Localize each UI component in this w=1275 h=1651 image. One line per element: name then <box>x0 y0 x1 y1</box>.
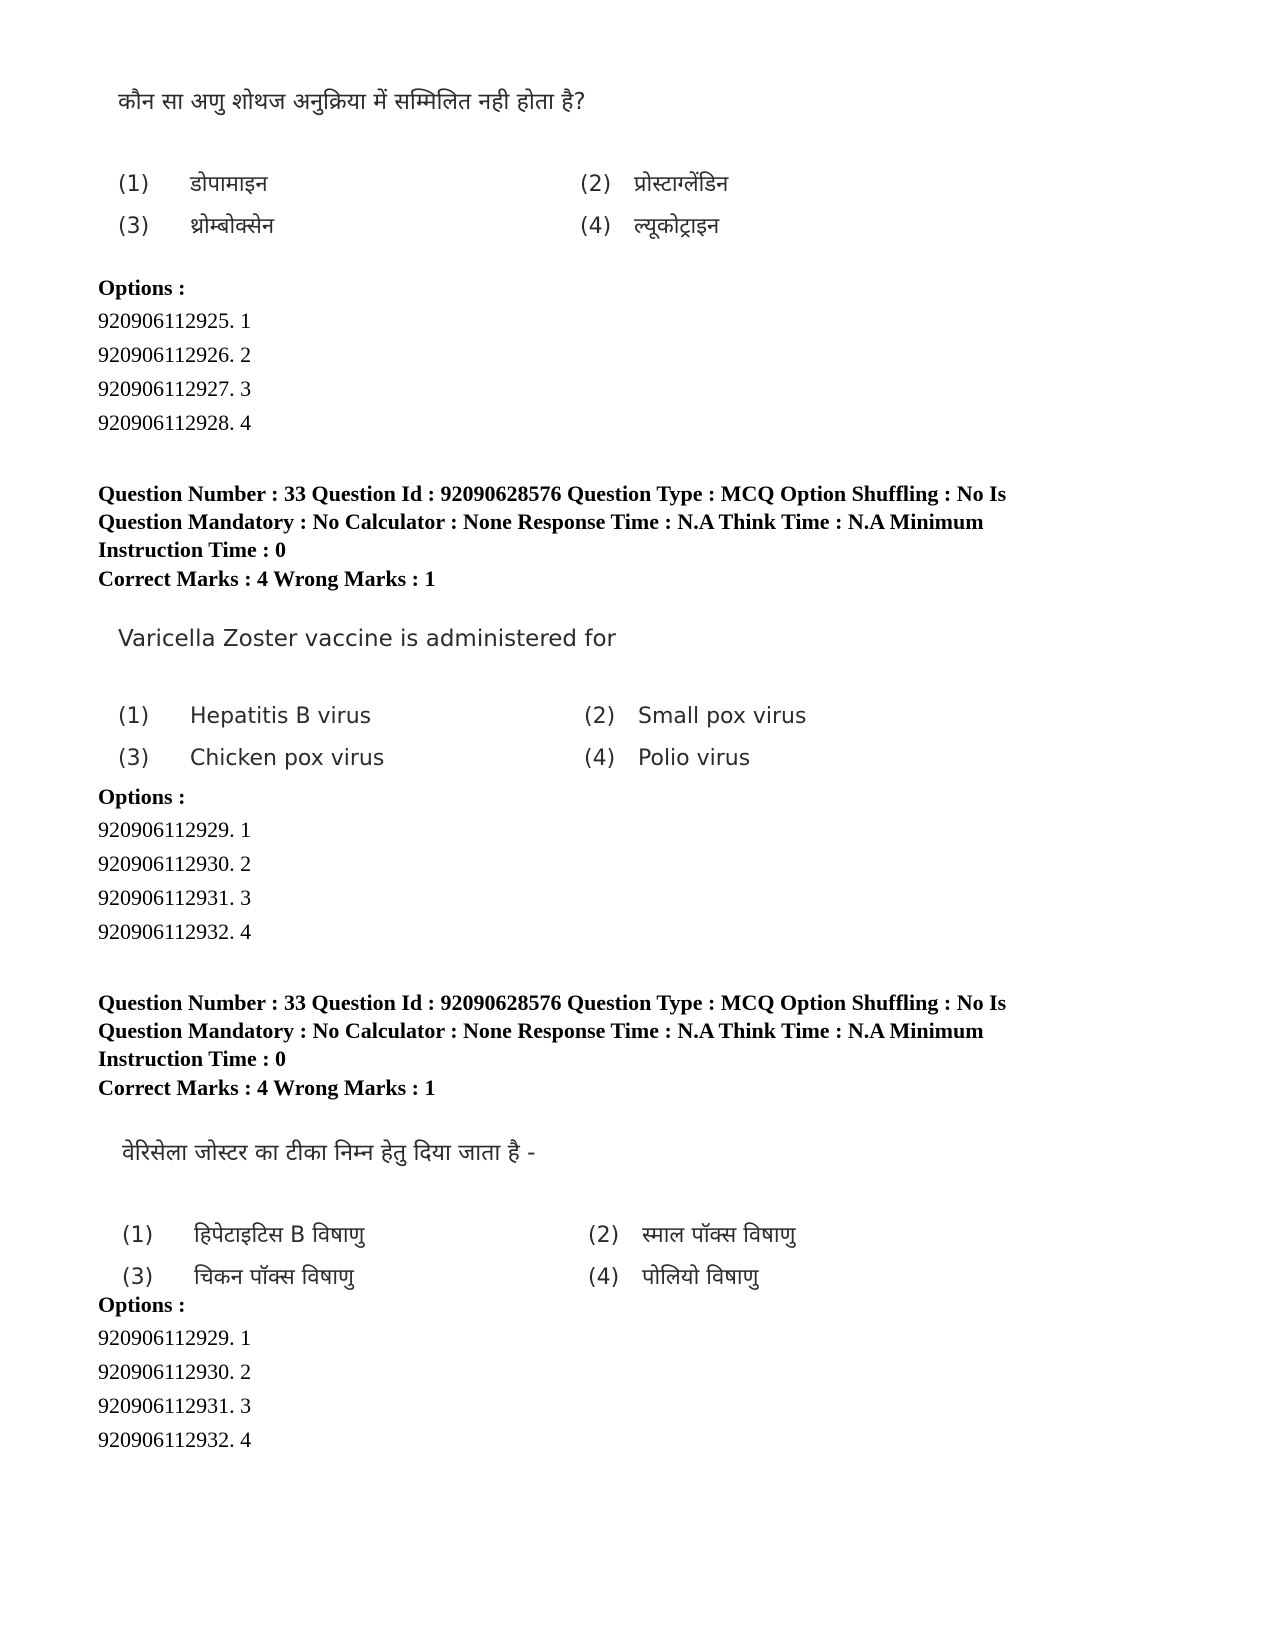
choice-number: (3) <box>118 214 150 239</box>
option-id: 920906112927. 3 <box>98 376 252 401</box>
choice-number: (1) <box>122 1223 154 1248</box>
option-id: 920906112928. 4 <box>98 410 252 435</box>
meta-line: Question Mandatory : No Calculator : None Response Time : N.A Think Time : N.A Minimum <box>98 509 984 534</box>
option-id-list <box>98 304 251 440</box>
choice-text: प्रोस्टाग्लेंडिन <box>634 172 729 197</box>
options-heading: Options : <box>98 275 186 300</box>
choice-text: Small pox virus <box>638 704 807 729</box>
options-heading: Options : <box>98 784 186 809</box>
question-text: कौन सा अणु शोथज अनुक्रिया में सम्मिलित नही होता है? <box>118 89 586 115</box>
option-id: 920906112925. 1 <box>98 308 252 333</box>
marks-line: Correct Marks : 4 Wrong Marks : 1 <box>98 566 436 591</box>
choice-text: पोलियो विषाणु <box>642 1265 759 1290</box>
option-id: 920906112931. 3 <box>98 885 252 910</box>
option-id: 920906112926. 2 <box>98 342 252 367</box>
choice-number: (2) <box>580 172 612 197</box>
question-image-english <box>118 626 878 771</box>
choice-text: चिकन पॉक्स विषाणु <box>194 1265 354 1290</box>
option-id: 920906112932. 4 <box>98 919 252 944</box>
option-id: 920906112929. 1 <box>98 1325 252 1350</box>
answer-choices <box>118 116 878 239</box>
meta-line: Question Mandatory : No Calculator : None Response Time : N.A Think Time : N.A Minimum <box>98 1018 984 1043</box>
choice-text: Polio virus <box>638 746 751 771</box>
choice-3 <box>118 746 384 771</box>
choice-2 <box>584 704 806 729</box>
option-id-list <box>98 1321 251 1457</box>
choice-number: (2) <box>584 704 616 729</box>
choice-2 <box>580 168 728 198</box>
choice-text: स्माल पॉक्स विषाणु <box>642 1223 796 1248</box>
choice-1 <box>118 704 371 729</box>
meta-line: Question Number : 33 Question Id : 92090628576 Question Type : MCQ Option Shuffling : No Is <box>98 481 1007 506</box>
choice-text: थ्रोम्बोक्सेन <box>190 214 275 239</box>
choice-text: डोपामाइन <box>190 172 268 197</box>
option-id: 920906112931. 3 <box>98 1393 252 1418</box>
choice-1 <box>118 168 268 198</box>
choice-number: (1) <box>118 172 150 197</box>
question-text: वेरिसेला जोस्टर का टीका निम्न हेतु दिया जाता है - <box>122 1140 536 1166</box>
choice-number: (4) <box>580 214 612 239</box>
choice-number: (1) <box>118 704 150 729</box>
choice-4 <box>588 1261 759 1291</box>
choice-3 <box>118 210 274 240</box>
question-text: Varicella Zoster vaccine is administered for <box>118 626 616 652</box>
choice-number: (3) <box>122 1265 154 1290</box>
meta-line: Instruction Time : 0 <box>98 537 287 562</box>
meta-line: Question Number : 33 Question Id : 92090628576 Question Type : MCQ Option Shuffling : No Is <box>98 990 1007 1015</box>
meta-line: Instruction Time : 0 <box>98 1046 287 1071</box>
question-image-hindi-1 <box>118 84 878 239</box>
choice-number: (4) <box>584 746 616 771</box>
choice-text: ल्यूकोट्राइन <box>634 214 720 239</box>
answer-choices <box>122 1167 882 1290</box>
marks-line: Correct Marks : 4 Wrong Marks : 1 <box>98 1075 436 1100</box>
option-id: 920906112932. 4 <box>98 1427 252 1452</box>
choice-1 <box>122 1219 364 1249</box>
choice-number: (2) <box>588 1223 620 1248</box>
option-id: 920906112929. 1 <box>98 817 252 842</box>
question-meta <box>98 480 1178 564</box>
option-id: 920906112930. 2 <box>98 851 252 876</box>
choice-2 <box>588 1219 796 1249</box>
option-id: 920906112930. 2 <box>98 1359 252 1384</box>
answer-choices <box>118 652 878 771</box>
choice-text: हिपेटाइटिस B विषाणु <box>194 1223 365 1248</box>
choice-4 <box>580 210 719 240</box>
choice-number: (4) <box>588 1265 620 1290</box>
option-id-list <box>98 813 251 949</box>
choice-number: (3) <box>118 746 150 771</box>
choice-4 <box>584 746 750 771</box>
question-meta <box>98 989 1178 1073</box>
options-heading: Options : <box>98 1292 186 1317</box>
choice-text: Hepatitis B virus <box>190 704 372 729</box>
question-image-hindi-2 <box>122 1135 882 1290</box>
choice-3 <box>122 1261 354 1291</box>
choice-text: Chicken pox virus <box>190 746 385 771</box>
